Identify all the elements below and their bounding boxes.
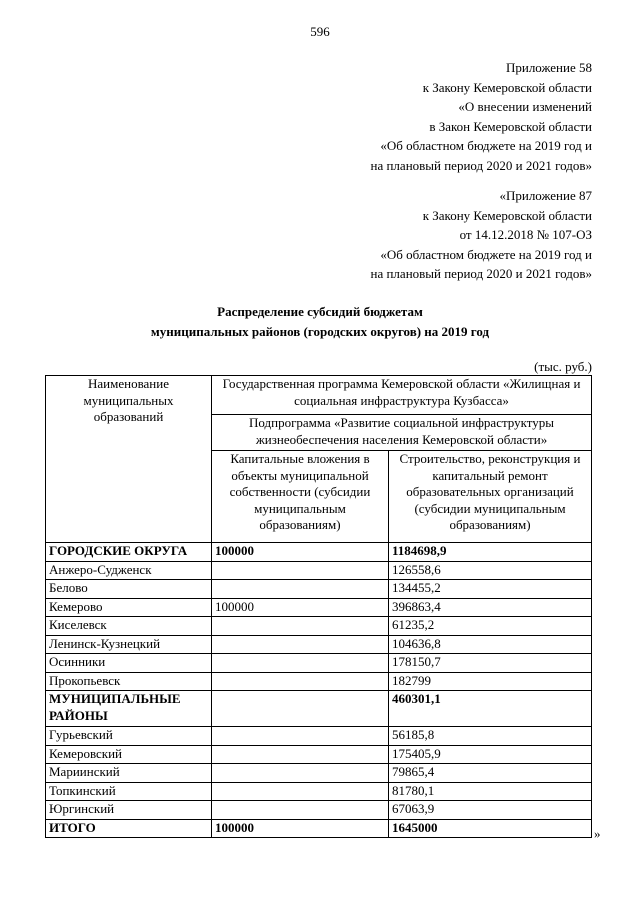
row-capital-cell	[212, 580, 389, 599]
row-construction-cell: 396863,4	[389, 598, 592, 617]
appendix-87-block	[371, 186, 593, 284]
appendix-line: Приложение 58	[505, 60, 592, 75]
subsidy-table	[45, 375, 592, 838]
row-name-cell: ИТОГО	[46, 819, 212, 838]
row-capital-cell: 100000	[212, 543, 389, 562]
header-capital-investments: Капитальные вложения в объекты муниципальной собственности (субсидии муниципальным образованиям)	[212, 451, 389, 543]
row-construction-cell: 126558,6	[389, 561, 592, 580]
appendix-line: «О внесении изменений	[458, 99, 592, 114]
row-name-cell: Прокопьевск	[46, 672, 212, 691]
closing-quote: »	[594, 826, 601, 841]
row-construction-cell: 175405,9	[389, 745, 592, 764]
row-name-cell: Гурьевский	[46, 727, 212, 746]
header-municipality: Наименование муниципальных образований	[46, 376, 212, 543]
header-subprogram: Подпрограмма «Развитие социальной инфраструктуры жизнеобеспечения населения Кемеровской области»	[212, 415, 592, 451]
row-construction-cell: 134455,2	[389, 580, 592, 599]
row-construction-cell: 61235,2	[389, 617, 592, 636]
table-row	[46, 617, 592, 636]
row-construction-cell: 460301,1	[389, 691, 592, 727]
appendix-line: к Закону Кемеровской области	[422, 79, 592, 95]
row-name-cell: Ленинск-Кузнецкий	[46, 635, 212, 654]
row-construction-cell: 81780,1	[389, 782, 592, 801]
title-line: Распределение субсидий бюджетам	[217, 304, 423, 319]
title-line: муниципальных районов (городских округов) на 2019 год	[150, 324, 490, 339]
table-row	[46, 691, 592, 727]
table-row	[46, 672, 592, 691]
units-label: (тыс. руб.)	[534, 359, 592, 374]
row-capital-cell: 100000	[212, 598, 389, 617]
row-capital-cell	[212, 672, 389, 691]
row-construction-cell: 56185,8	[389, 727, 592, 746]
row-name-cell: Белово	[46, 580, 212, 599]
row-construction-cell: 104636,8	[389, 635, 592, 654]
table-row	[46, 543, 592, 562]
row-name-cell: МУНИЦИПАЛЬНЫЕ РАЙОНЫ	[46, 691, 212, 727]
row-construction-cell: 67063,9	[389, 801, 592, 820]
row-name-cell: Юргинский	[46, 801, 212, 820]
document-title	[0, 302, 640, 342]
row-name-cell: ГОРОДСКИЕ ОКРУГА	[46, 543, 212, 562]
row-construction-cell: 178150,7	[389, 654, 592, 673]
appendix-58-block	[371, 58, 593, 175]
appendix-line: к Закону Кемеровской области	[422, 207, 592, 223]
row-name-cell: Киселевск	[46, 617, 212, 636]
header-program: Государственная программа Кемеровской области «Жилищная и социальная инфраструктура Кузбасса»	[212, 376, 592, 415]
table-row	[46, 598, 592, 617]
appendix-line: «Приложение 87	[499, 188, 592, 203]
row-capital-cell	[212, 745, 389, 764]
row-capital-cell: 100000	[212, 819, 389, 838]
table-row	[46, 635, 592, 654]
row-name-cell: Анжеро-Судженск	[46, 561, 212, 580]
row-capital-cell	[212, 561, 389, 580]
row-name-cell: Кемеровский	[46, 745, 212, 764]
row-capital-cell	[212, 727, 389, 746]
appendix-line: на плановый период 2020 и 2021 годов»	[370, 157, 592, 173]
row-name-cell: Кемерово	[46, 598, 212, 617]
table-row	[46, 654, 592, 673]
row-capital-cell	[212, 654, 389, 673]
row-capital-cell	[212, 801, 389, 820]
table-row	[46, 801, 592, 820]
row-construction-cell: 79865,4	[389, 764, 592, 783]
table-row	[46, 819, 592, 838]
appendix-line: «Об областном бюджете на 2019 год и	[380, 138, 592, 153]
table-row	[46, 727, 592, 746]
appendix-line: в Закон Кемеровской области	[429, 118, 592, 134]
header-construction: Строительство, реконструкция и капитальный ремонт образовательных организаций (субсидии муниципальным образованиям)	[389, 451, 592, 543]
table-row	[46, 764, 592, 783]
appendix-line: «Об областном бюджете на 2019 год и	[380, 246, 592, 262]
table-row	[46, 745, 592, 764]
row-construction-cell: 182799	[389, 672, 592, 691]
table-row	[46, 782, 592, 801]
table-row	[46, 580, 592, 599]
row-construction-cell: 1184698,9	[389, 543, 592, 562]
page-number: 596	[310, 24, 330, 39]
appendix-line: на плановый период 2020 и 2021 годов»	[370, 266, 592, 281]
row-capital-cell	[212, 782, 389, 801]
appendix-line: от 14.12.2018 № 107-ОЗ	[459, 227, 592, 242]
row-name-cell: Мариинский	[46, 764, 212, 783]
row-construction-cell: 1645000	[389, 819, 592, 838]
row-capital-cell	[212, 691, 389, 727]
row-capital-cell	[212, 617, 389, 636]
table-body	[46, 543, 592, 838]
row-name-cell: Осинники	[46, 654, 212, 673]
row-capital-cell	[212, 635, 389, 654]
table-row	[46, 561, 592, 580]
row-name-cell: Топкинский	[46, 782, 212, 801]
row-capital-cell	[212, 764, 389, 783]
